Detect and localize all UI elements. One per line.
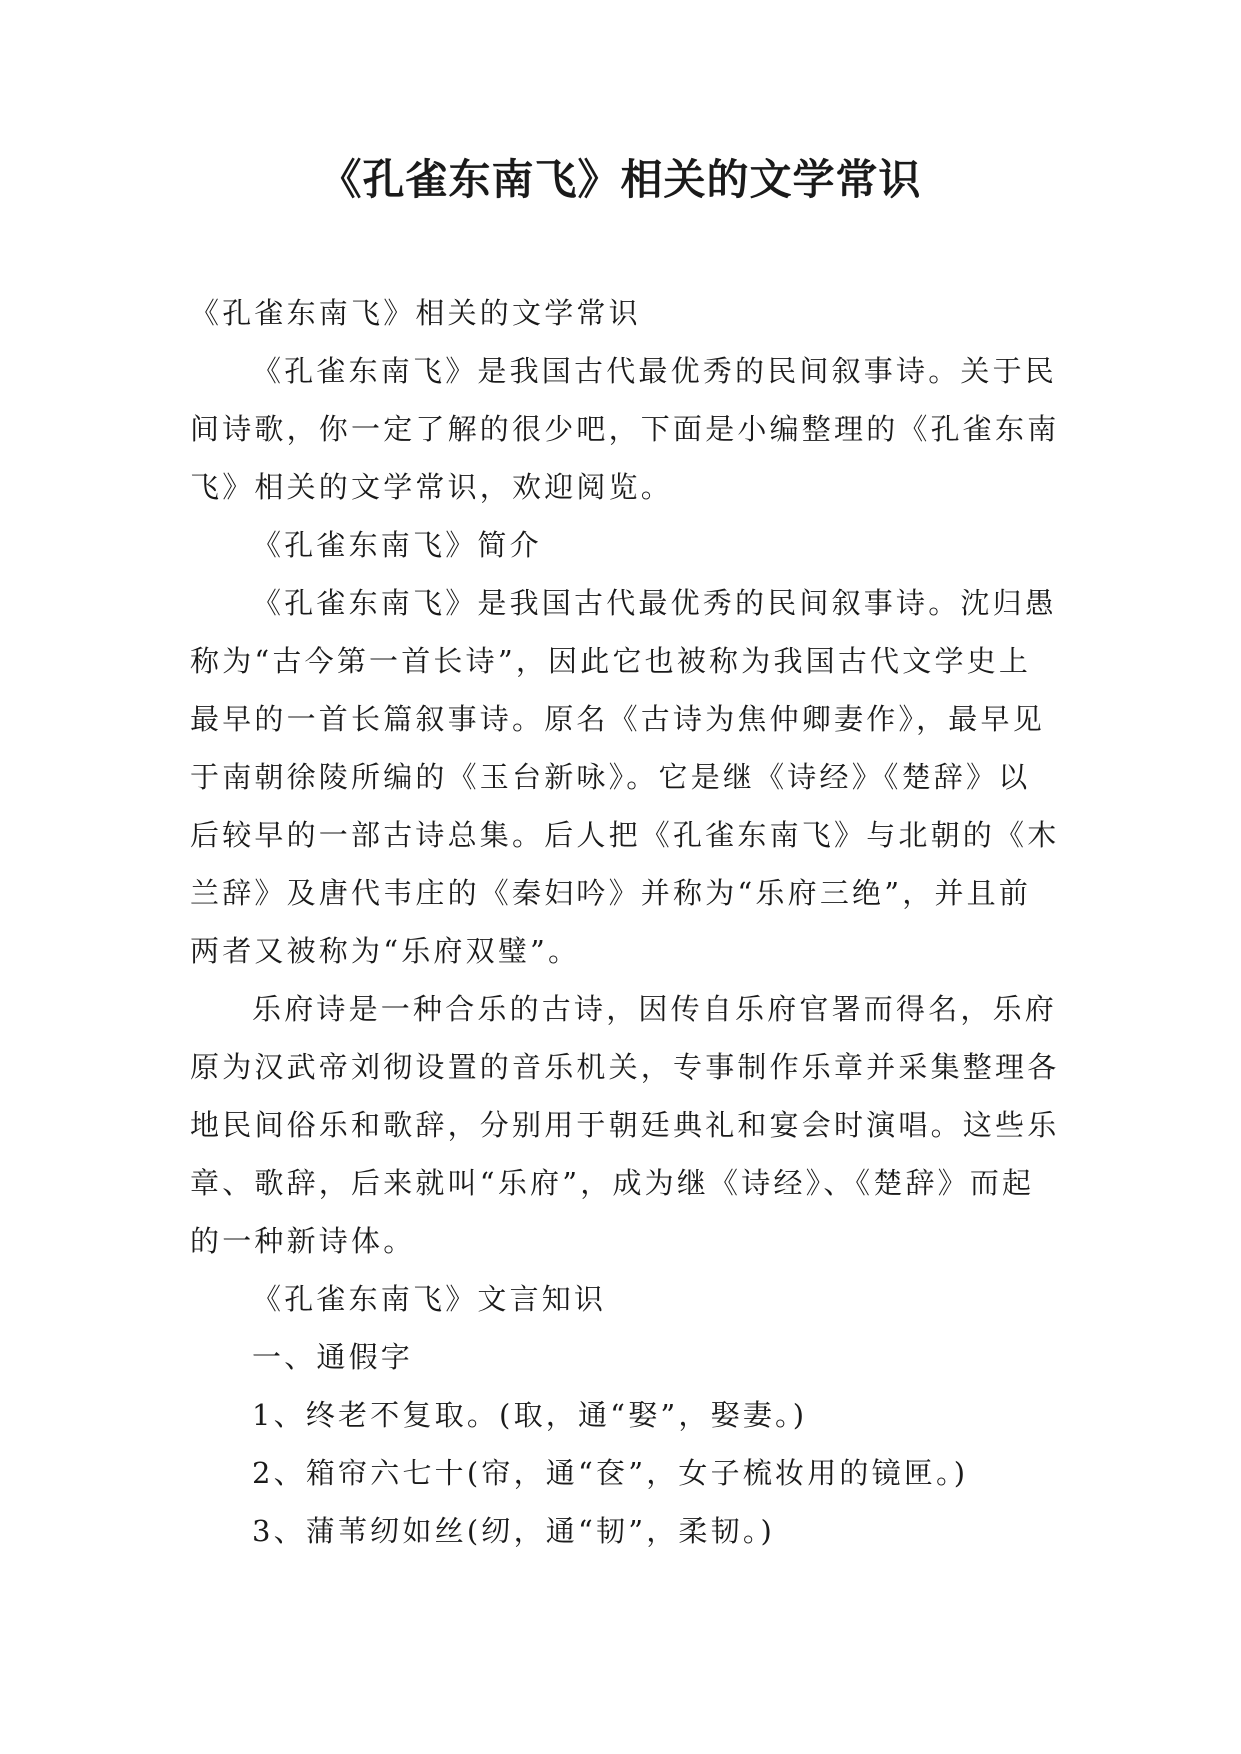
list-item: 1、终老不复取。(取，通“娶”，娶妻。) [252,1398,808,1432]
paragraph-yuefu: 乐府诗是一种合乐的古诗，因传自乐府官署而得名，乐府原为汉武帝刘彻设置的音乐机关，专事制作乐章并采集整理各地民间俗乐和歌辞，分别用于朝廷典礼和宴会时演唱。这些乐章、歌辞，后来就叫“乐府”，成为继《诗经》、《楚辞》而起的一种新诗体。 [190,992,1060,1258]
list-item: 2、箱帘六七十(帘，通“奁”，女子梳妆用的镜匣。) [252,1456,969,1490]
paragraph-heading: 《孔雀东南飞》相关的文学常识 [190,296,641,330]
document-title: 《孔雀东南飞》相关的文学常识 [319,155,922,204]
document-body [190,284,1060,1560]
section-heading-intro: 《孔雀东南飞》简介 [252,528,542,562]
paragraph-intro: 《孔雀东南飞》是我国古代最优秀的民间叙事诗。关于民间诗歌，你一定了解的很少吧，下面是小编整理的《孔雀东南飞》相关的文学常识，欢迎阅览。 [190,354,1060,504]
paragraph-summary: 《孔雀东南飞》是我国古代最优秀的民间叙事诗。沈归愚称为“古今第一首长诗”，因此它也被称为我国古代文学史上最早的一首长篇叙事诗。原名《古诗为焦仲卿妻作》，最早见于南朝徐陵所编的《玉台新咏》。它是继《诗经》《楚辞》以后较早的一部古诗总集。后人把《孔雀东南飞》与北朝的《木兰辞》及唐代韦庄的《秦妇吟》并称为“乐府三绝”，并且前两者又被称为“乐府双璧”。 [190,586,1060,968]
section-heading-classical: 《孔雀东南飞》文言知识 [252,1282,607,1316]
list-item: 3、蒲苇纫如丝(纫，通“韧”，柔韧。) [252,1514,776,1548]
subsection-heading-tongjiazi: 一、通假字 [252,1340,414,1374]
